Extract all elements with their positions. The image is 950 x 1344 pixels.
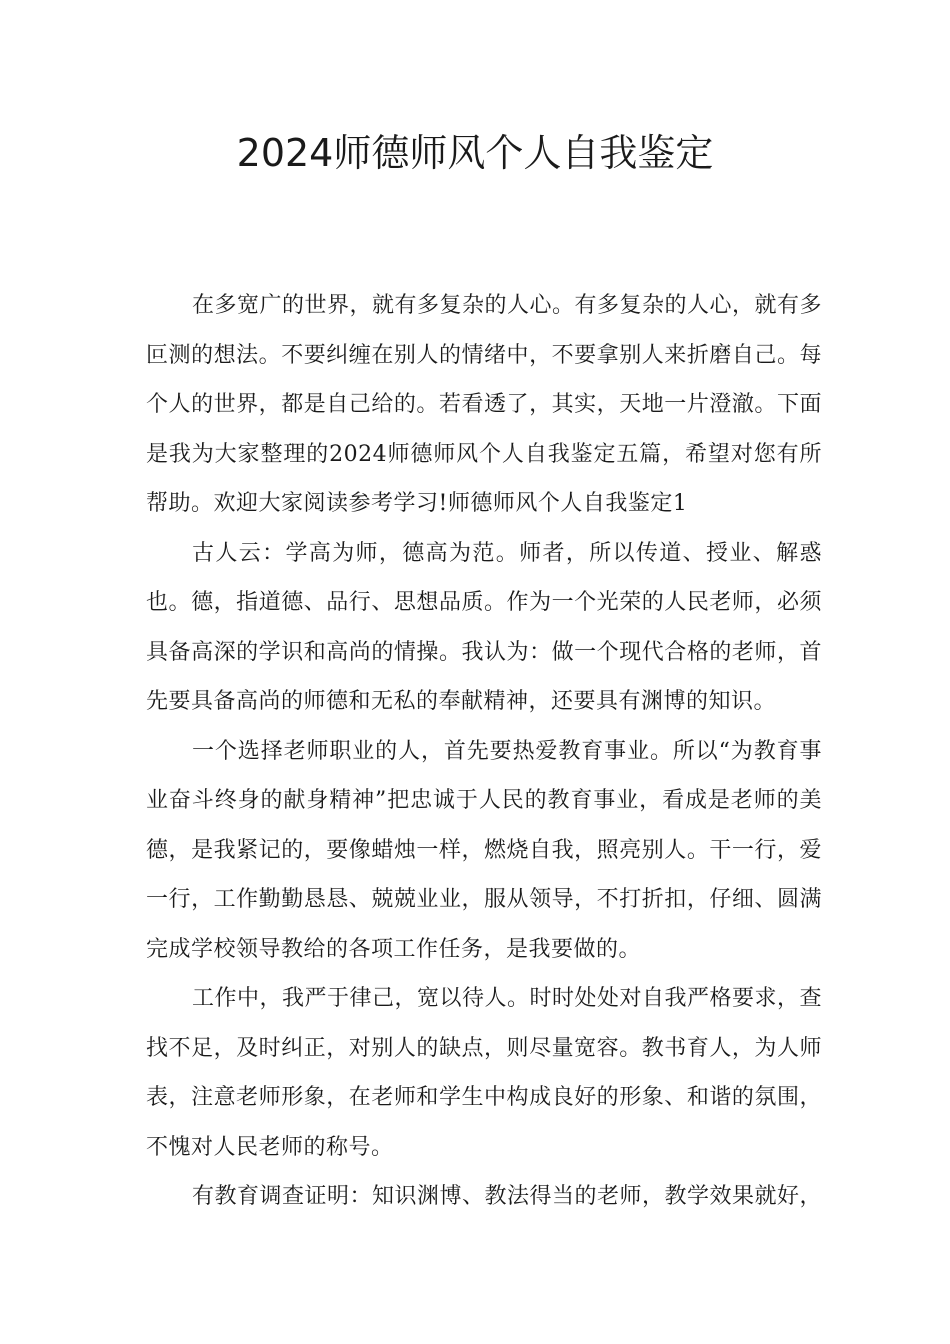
- paragraph-2: 古人云：学高为师，德高为范。师者，所以传道、授业、解惑也。德，指道德、品行、思想品质。作为一个光荣的人民老师，必须具备高深的学识和高尚的情操。我认为：做一个现代合格的老师，首先要具备高尚的师德和无私的奉献精神，还要具有渊博的知识。: [146, 540, 822, 714]
- paragraph-4: 工作中，我严于律己，宽以待人。时时处处对自我严格要求，查找不足，及时纠正，对别人的缺点，则尽量宽容。教书育人，为人师表，注意老师形象，在老师和学生中构成良好的形象、和谐的氛围，不愧对人民老师的称号。: [146, 986, 823, 1160]
- document-title: 2024师德师风个人自我鉴定: [236, 131, 714, 175]
- paragraph-3: 一个选择老师职业的人，首先要热爱教育事业。所以“为教育事业奋斗终身的献身精神”把忠诚于人民的教育事业，看成是老师的美德，是我紧记的，要像蜡烛一样，燃烧自我，照亮别人。干一行，爱一行，工作勤勤恳恳、兢兢业业，服从领导，不打折扣，仔细、圆满完成学校领导教给的各项工作任务，是我要做的。: [146, 738, 822, 962]
- document-body: [146, 281, 822, 1222]
- paragraph-5: 有教育调查证明：知识渊博、教法得当的老师，教学效果就好，: [192, 1184, 823, 1209]
- paragraph-1: 在多宽广的世界，就有多复杂的人心。有多复杂的人心，就有多叵测的想法。不要纠缠在别人的情绪中，不要拿别人来折磨自己。每个人的世界，都是自己给的。若看透了，其实，天地一片澄澈。下面是我为大家整理的2024师德师风个人自我鉴定五篇，希望对您有所帮助。欢迎大家阅读参考学习!师德师风个人自我鉴定1: [146, 293, 823, 516]
